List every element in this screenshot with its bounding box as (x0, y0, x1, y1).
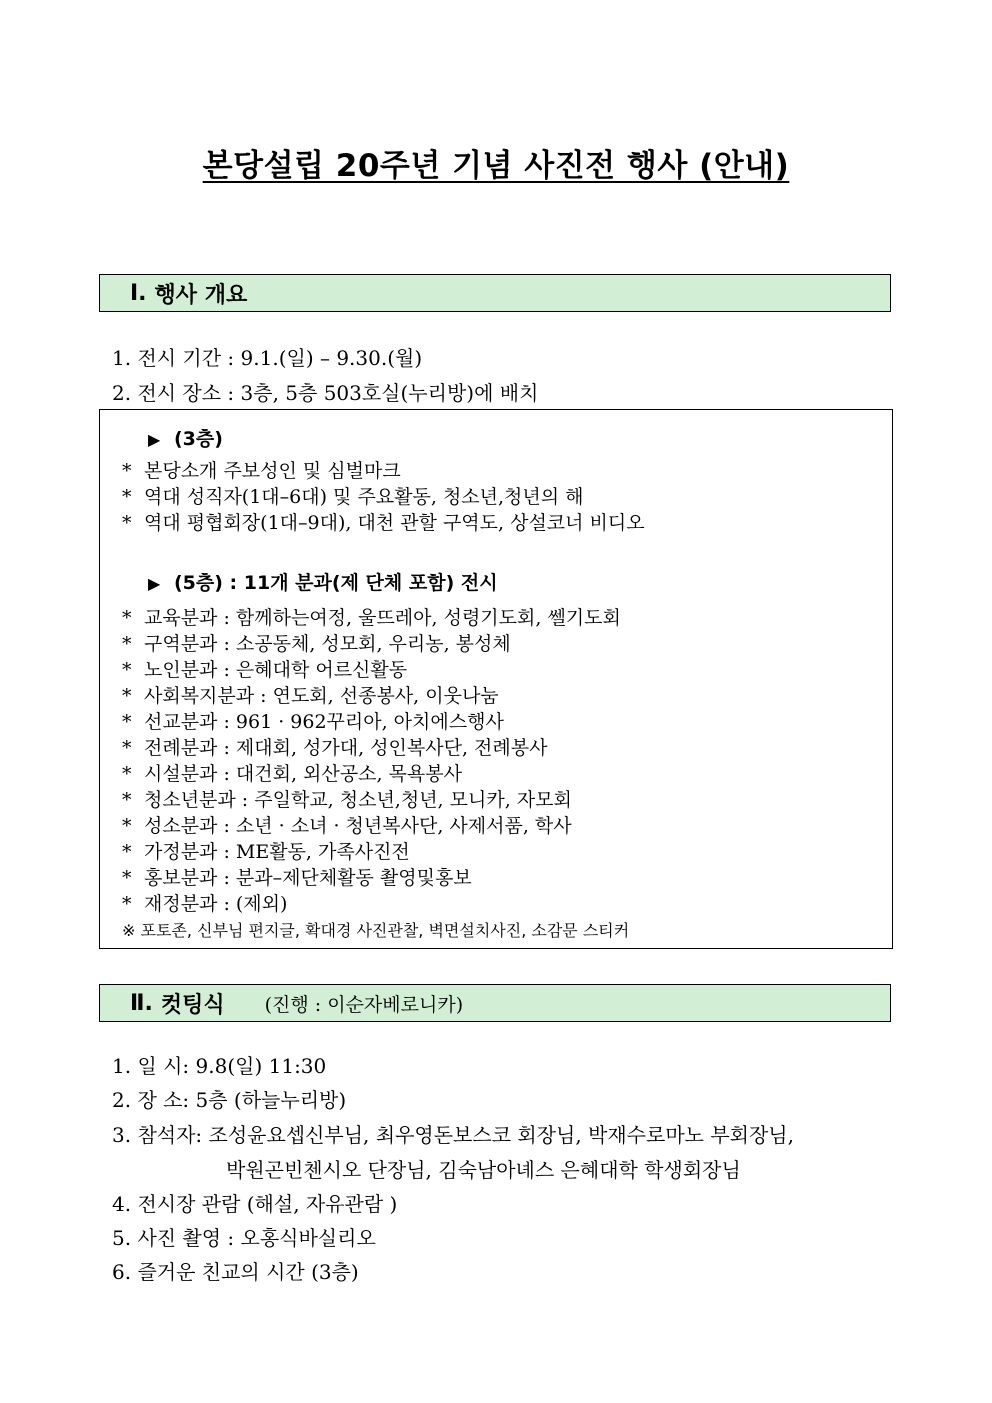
asterisk-bullet-icon: * (122, 867, 132, 889)
asterisk-bullet-icon: * (122, 789, 132, 811)
ceremony-attendees-cont: 박원곤빈첸시오 단장님, 김숙남아녜스 은혜대학 학생회장님 (226, 1158, 741, 1182)
asterisk-bullet-icon: * (122, 512, 132, 534)
section-1-header (99, 274, 891, 312)
asterisk-bullet-icon: * (122, 659, 132, 681)
exhibit-details-box (99, 409, 893, 949)
list-item: * 역대 성직자(1대–6대) 및 주요활동, 청소년,청년의 해 (122, 486, 584, 508)
asterisk-bullet-icon: * (122, 607, 132, 629)
asterisk-bullet-icon: * (122, 486, 132, 508)
document-title: 본당설립 20주년 기념 사진전 행사 (안내) (202, 148, 790, 184)
list-item: * 역대 평협회장(1대–9대), 대천 관할 구역도, 상설코너 비디오 (122, 512, 645, 534)
floor5-heading: ▶ (5층) : 11개 분과(제 단체 포함) 전시 (148, 572, 498, 594)
asterisk-bullet-icon: * (122, 633, 132, 655)
list-item: * 전례분과 : 제대회, 성가대, 성인복사단, 전례봉사 (122, 737, 548, 759)
asterisk-bullet-icon: * (122, 711, 132, 733)
list-item: * 사회복지분과 : 연도회, 선종봉사, 이웃나눔 (122, 685, 499, 707)
list-item: * 가정분과 : ME활동, 가족사진전 (122, 841, 410, 863)
fellowship-time: 6. 즐거운 친교의 시간 (3층) (112, 1260, 359, 1284)
triangle-marker-icon: ▶ (148, 430, 161, 449)
ceremony-attendees: 3. 참석자: 조성윤요셉신부님, 최우영돈보스코 회장님, 박재수로마노 부회장님, (112, 1123, 794, 1147)
section-1-number: Ⅰ. (130, 280, 147, 306)
list-item: * 본당소개 주보성인 및 심벌마크 (122, 460, 401, 482)
list-item: * 노인분과 : 은혜대학 어르신활동 (122, 659, 408, 681)
section-2-host: (진행 : 이순자베로니카) (264, 993, 464, 1016)
exhibit-location: 2. 전시 장소 : 3층, 5층 503호실(누리방)에 배치 (112, 381, 539, 405)
ceremony-datetime: 1. 일 시: 9.8(일) 11:30 (112, 1054, 327, 1078)
asterisk-bullet-icon: * (122, 893, 132, 915)
list-item: * 교육분과 : 함께하는여정, 울뜨레아, 성령기도회, 쎌기도회 (122, 607, 621, 629)
exhibit-period: 1. 전시 기간 : 9.1.(일) – 9.30.(월) (112, 346, 423, 370)
list-item: * 시설분과 : 대건회, 외산공소, 목욕봉사 (122, 763, 462, 785)
asterisk-bullet-icon: * (122, 763, 132, 785)
list-item: * 구역분과 : 소공동체, 성모회, 우리농, 봉성체 (122, 633, 511, 655)
section-2-title: 컷팅식 (160, 992, 225, 1018)
list-item: * 성소분과 : 소년 · 소녀 · 청년복사단, 사제서품, 학사 (122, 815, 572, 837)
ceremony-place: 2. 장 소: 5층 (하늘누리방) (112, 1088, 347, 1112)
list-item: * 선교분과 : 961 · 962꾸리아, 아치에스행사 (122, 711, 504, 733)
asterisk-bullet-icon: * (122, 841, 132, 863)
floor3-heading: ▶ (3층) (148, 428, 223, 450)
section-2-number: Ⅱ. (130, 990, 153, 1016)
extra-notes: ※ 포토존, 신부님 편지글, 확대경 사진관찰, 벽면설치사진, 소감문 스티커 (122, 921, 630, 940)
list-item: * 홍보분과 : 분과–제단체활동 촬영및홍보 (122, 867, 472, 889)
photo-shoot: 5. 사진 촬영 : 오홍식바실리오 (112, 1226, 376, 1250)
list-item: * 청소년분과 : 주일학교, 청소년,청년, 모니카, 자모회 (122, 789, 572, 811)
asterisk-bullet-icon: * (122, 815, 132, 837)
exhibit-tour: 4. 전시장 관람 (해설, 자유관람 ) (112, 1192, 398, 1216)
section-1-title: 행사 개요 (154, 282, 248, 308)
asterisk-bullet-icon: * (122, 685, 132, 707)
asterisk-bullet-icon: * (122, 737, 132, 759)
section-2-header (99, 984, 891, 1022)
asterisk-bullet-icon: * (122, 460, 132, 482)
list-item: * 재정분과 : (제외) (122, 893, 288, 915)
triangle-marker-icon: ▶ (148, 574, 161, 593)
